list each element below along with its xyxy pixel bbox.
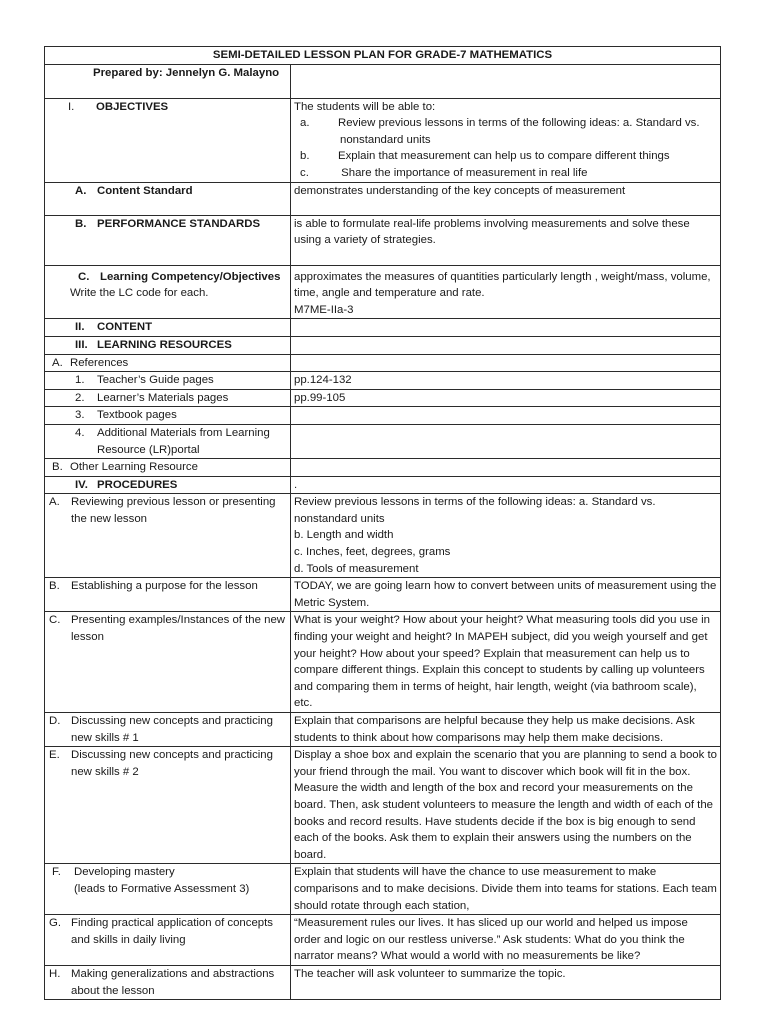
step-row-a: A. Reviewing previous lesson or presenting the new lesson Review previous lessons in terms of the following ideas: a. Standard vs. nonstandard units b. Length and width c. Inches, feet, degrees, grams d. Tools of measurement: [45, 494, 721, 578]
teachers-guide-pages-value: pp.124-132: [291, 372, 721, 390]
objectives-label-cell: [45, 98, 291, 182]
objective-item-b: b. Explain that measurement can help us to compare different things: [300, 150, 670, 163]
title-row: [45, 47, 721, 65]
prepared-by: Prepared by: Jennelyn G. Malayno: [45, 64, 291, 98]
other-resource-label-cell: B. Other Learning Resource: [45, 459, 291, 477]
ref-item-textbook: 3. Textbook pages: [45, 407, 721, 425]
resources-row: [45, 336, 721, 354]
prepared-by-value: [291, 64, 721, 98]
content-standard-label: Content Standard: [97, 184, 193, 197]
step-e-value: Display a shoe box and explain the scenario that you are planning to send a book to your friend through the mail. You want to discover which book will fit in the box. Measure the width and length of the box and record your measurements on the board. Then, ask student volunteers to measure the length and width of each of the books and record results. Have students decide if the box is big enough to send each of the books. Ask them to explain their answers using the numbers on the board.: [291, 747, 721, 864]
references-label: References: [70, 356, 129, 369]
content-standard-row: [45, 182, 721, 215]
performance-standards-label: PERFORMANCE STANDARDS: [97, 217, 261, 230]
content-label-cell: II. CONTENT: [45, 319, 291, 337]
objective-item-c: c. Share the importance of measurement in real life: [300, 166, 588, 179]
content-label: CONTENT: [97, 321, 153, 334]
step-f-value: Explain that students will have the chance to use measurement to make comparisons and to make decisions. Divide them into teams for stations. Each team should rotate through each station,: [291, 864, 721, 915]
procedures-row: [45, 476, 721, 494]
ref-item-teachers-guide: 1. Teacher’s Guide pages pp.124-132: [45, 372, 721, 390]
resources-label: LEARNING RESOURCES: [97, 338, 232, 351]
competency-label: Learning Competency/Objectives: [100, 270, 281, 283]
lesson-plan-table: [44, 46, 721, 1000]
competency-code: M7ME-IIa-3: [294, 303, 354, 316]
procedures-label: PROCEDURES: [97, 478, 178, 491]
objective-item-a: a. Review previous lessons in terms of the following ideas: a. Standard vs. nonstandard units: [300, 117, 700, 146]
content-standard-label-cell: A. Content Standard: [45, 182, 291, 215]
step-row-f: F. Developing mastery (leads to Formative Assessment 3) Explain that students will have the chance to use measurement to make comparisons and to make decisions. Divide them into teams for stations. Each team should rotate through each station,: [45, 864, 721, 915]
step-d-value: Explain that comparisons are helpful because they help us make decisions. Ask students to think about how comparisons may help them make decisions.: [291, 713, 721, 747]
objectives-intro: The students will be able to:: [294, 100, 436, 113]
competency-label-cell: C. Learning Competency/Objectives Write the LC code for each.: [45, 265, 291, 319]
content-standard-value: demonstrates understanding of the key concepts of measurement: [291, 182, 721, 215]
references-value: [291, 354, 721, 372]
performance-standards-label-cell: B. PERFORMANCE STANDARDS: [45, 215, 291, 265]
additional-materials-value: [291, 424, 721, 458]
competency-value-cell: [291, 265, 721, 319]
step-row-e: E. Discussing new concepts and practicing new skills # 2 Display a shoe box and explain the scenario that you are planning to send a book to your friend through the mail. You want to discover which book will fit in the box. Measure the width and length of the box and record your measurements on the board. Then, ask student volunteers to measure the length and width of each of the books and record results. Have students decide if the box is big enough to send each of the books. Ask them to explain their answers using the numbers on the board.: [45, 747, 721, 864]
other-resource-value: [291, 459, 721, 477]
objectives-value-cell: [291, 98, 721, 182]
step-row-g: G. Finding practical application of concepts and skills in daily living “Measurement rules our lives. It has sliced up our world and helped us impose order and logic on our restless universe.” Ask students: What do you think the narrator means? What would a world with no measurements be like?: [45, 915, 721, 966]
prepared-by-row: [45, 64, 721, 98]
procedures-value: .: [291, 476, 721, 494]
other-resource-row: [45, 459, 721, 477]
ref-item-additional-materials: 4. Additional Materials from Learning Resource (LR)portal: [45, 424, 721, 458]
step-row-h: H. Making generalizations and abstractions about the lesson The teacher will ask volunteer to summarize the topic.: [45, 965, 721, 999]
step-b-value: TODAY, we are going learn how to convert between units of measurement using the Metric System.: [291, 578, 721, 612]
document-title: SEMI-DETAILED LESSON PLAN FOR GRADE-7 MATHEMATICS: [45, 47, 721, 65]
resources-label-cell: III. LEARNING RESOURCES: [45, 336, 291, 354]
performance-standards-value: is able to formulate real-life problems involving measurements and solve these using a variety of strategies.: [291, 215, 721, 265]
content-row: [45, 319, 721, 337]
textbook-pages-value: [291, 407, 721, 425]
step-h-value: The teacher will ask volunteer to summarize the topic.: [291, 965, 721, 999]
performance-standards-row: [45, 215, 721, 265]
step-g-value: “Measurement rules our lives. It has sliced up our world and helped us impose order and logic on our restless universe.” Ask students: What do you think the narrator means? What would a world with no measurements be like?: [291, 915, 721, 966]
competency-row: [45, 265, 721, 319]
references-label-cell: A. References: [45, 354, 291, 372]
objectives-label: OBJECTIVES: [96, 100, 169, 113]
procedures-label-cell: IV. PROCEDURES: [45, 476, 291, 494]
other-resource-label: Other Learning Resource: [70, 461, 198, 474]
step-row-d: D. Discussing new concepts and practicing new skills # 1 Explain that comparisons are helpful because they help us make decisions. Ask students to think about how comparisons may help them make decisions.: [45, 713, 721, 747]
step-row-c: C. Presenting examples/Instances of the new lesson What is your weight? How about your height? What measuring tools did you use in finding your weight and height? In MAPEH subject, did you weigh yourself and get your height? How about your speed? Explain that measurement can help us to compare different things. Explain this concept to students by calling up volunteers and comparing them in terms of height, hair length, weight (via bathroom scale), etc.: [45, 612, 721, 713]
competency-note: Write the LC code for each.: [70, 287, 209, 300]
references-row: [45, 354, 721, 372]
resources-value: [291, 336, 721, 354]
competency-value: approximates the measures of quantities particularly length , weight/mass, volume, time, angle and temperature and rate.: [294, 270, 711, 300]
objectives-num: I.: [68, 100, 75, 113]
learners-materials-pages-value: pp.99-105: [291, 389, 721, 407]
content-value: [291, 319, 721, 337]
ref-item-learners-materials: 2. Learner’s Materials pages pp.99-105: [45, 389, 721, 407]
objectives-row: [45, 98, 721, 182]
step-a-value: Review previous lessons in terms of the following ideas: a. Standard vs. nonstandard units b. Length and width c. Inches, feet, degrees, grams d. Tools of measurement: [291, 494, 721, 578]
step-row-b: B. Establishing a purpose for the lesson TODAY, we are going learn how to convert between units of measurement using the Metric System.: [45, 578, 721, 612]
step-c-value: What is your weight? How about your height? What measuring tools did you use in finding your weight and height? In MAPEH subject, did you weigh yourself and get your height? How about your speed? Explain that measurement can help us to compare different things. Explain this concept to students by calling up volunteers and comparing them in terms of height, hair length, weight (via bathroom scale), etc.: [291, 612, 721, 713]
